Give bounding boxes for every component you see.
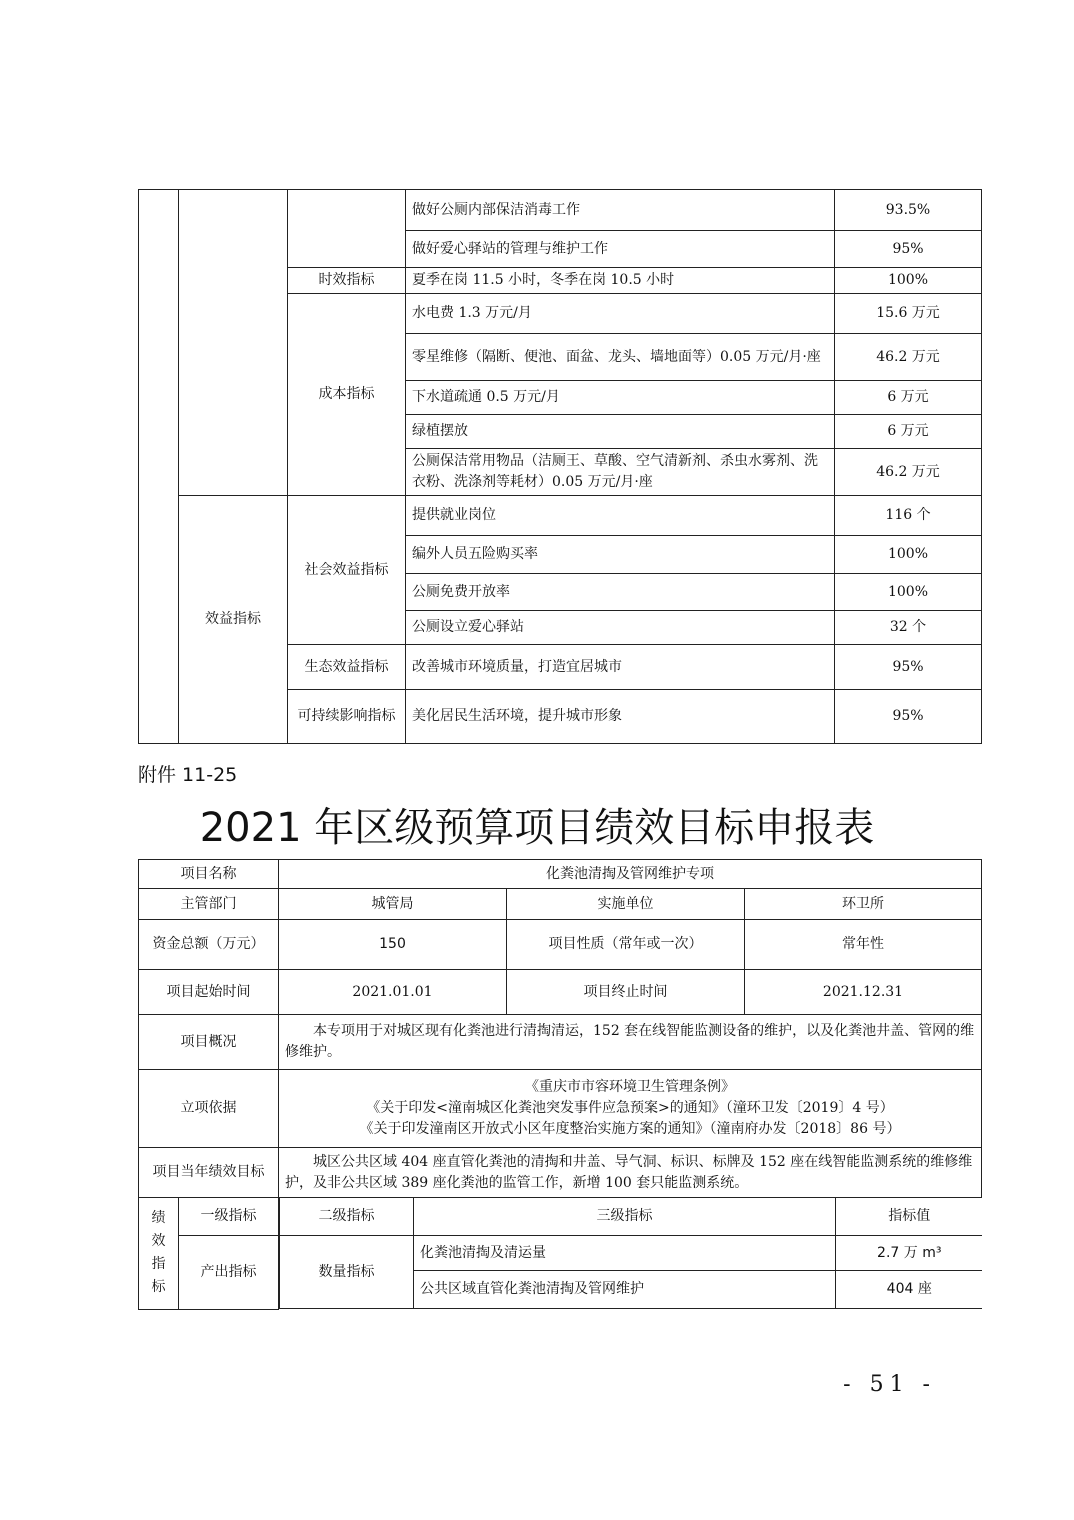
output-level1: 产出指标 (179, 1235, 279, 1309)
table-cell (179, 190, 288, 496)
basis-line: 《重庆市市容环境卫生管理条例》 (525, 1079, 735, 1095)
basis-cell (279, 1070, 982, 1148)
header-level3: 三级指标 (414, 1198, 836, 1235)
value-cell: 404 座 (836, 1271, 982, 1309)
fund-value: 150 (279, 920, 507, 970)
value-cell: 6 万元 (835, 381, 982, 415)
start-value: 2021.01.01 (279, 970, 507, 1015)
project-name-value: 化粪池清掏及管网维护专项 (279, 860, 982, 889)
level2-cell: 生态效益指标 (288, 645, 406, 690)
level3-cell: 做好爱心驿站的管理与维护工作 (406, 231, 835, 268)
level3-cell: 公厕设立爱心驿站 (406, 611, 835, 645)
nature-label: 项目性质（常年或一次） (507, 920, 745, 970)
value-cell: 116 个 (835, 496, 982, 536)
overview-label: 项目概况 (139, 1015, 279, 1070)
value-cell: 95% (835, 231, 982, 268)
level3-cell: 化粪池清掏及清运量 (414, 1236, 836, 1271)
level3-cell: 夏季在岗 11.5 小时，冬季在岗 10.5 小时 (406, 268, 835, 294)
value-cell: 6 万元 (835, 415, 982, 449)
value-cell: 100% (835, 268, 982, 294)
level2-cell: 成本指标 (288, 294, 406, 496)
level3-cell: 绿植摆放 (406, 415, 835, 449)
level3-cell: 美化居民生活环境，提升城市形象 (406, 690, 835, 744)
level3-cell: 改善城市环境质量，打造宜居城市 (406, 645, 835, 690)
header-subtable (279, 1198, 982, 1235)
project-name-label: 项目名称 (139, 860, 279, 889)
start-label: 项目起始时间 (139, 970, 279, 1015)
dept-label: 主管部门 (139, 889, 279, 920)
value-cell: 100% (835, 536, 982, 574)
level3-cell: 公厕保洁常用物品（洁厕王、草酸、空气清新剂、杀虫水雾剂、洗衣粉、洗涤剂等耗材）0.05 万元/月·座 (406, 449, 835, 496)
level2-cell: 社会效益指标 (288, 496, 406, 645)
end-value: 2021.12.31 (745, 970, 982, 1015)
level3-cell: 下水道疏通 0.5 万元/月 (406, 381, 835, 415)
budget-performance-form (138, 859, 982, 1310)
basis-line: 《关于印发潼南区开放式小区年度整治实施方案的通知》（潼南府办发〔2018〕86 号） (359, 1121, 901, 1137)
value-cell: 46.2 万元 (835, 449, 982, 496)
value-cell: 95% (835, 645, 982, 690)
output-subgrid (279, 1235, 982, 1309)
level2-cell: 可持续影响指标 (288, 690, 406, 744)
perf-label: 绩效指标 (139, 1198, 179, 1310)
impl-unit-value: 环卫所 (745, 889, 982, 920)
performance-indicator-table-continued (138, 189, 982, 744)
output-subtable (279, 1235, 982, 1309)
level3-cell: 水电费 1.3 万元/月 (406, 294, 835, 334)
header-value: 指标值 (836, 1198, 982, 1235)
level3-cell: 编外人员五险购买率 (406, 536, 835, 574)
level3-cell: 零星维修（隔断、便池、面盆、龙头、墙地面等）0.05 万元/月·座 (406, 334, 835, 381)
basis-line: 《关于印发<潼南城区化粪池突发事件应急预案>的通知》（潼环卫发〔2019〕4 号） (366, 1100, 894, 1116)
header-level1: 一级指标 (179, 1198, 279, 1236)
fund-label: 资金总额（万元） (139, 920, 279, 970)
overview-text: 本专项用于对城区现有化粪池进行清掏清运，152 套在线智能监测设备的维护，以及化粪池井盖、管网的维修维护。 (279, 1015, 982, 1070)
level3-cell: 公厕免费开放率 (406, 574, 835, 611)
dept-value: 城管局 (279, 889, 507, 920)
nature-value: 常年性 (745, 920, 982, 970)
value-cell: 2.7 万 m³ (836, 1236, 982, 1271)
level3-cell: 公共区域直管化粪池清掏及管网维护 (414, 1271, 836, 1309)
goal-label: 项目当年绩效目标 (139, 1148, 279, 1198)
value-cell: 15.6 万元 (835, 294, 982, 334)
impl-unit-label: 实施单位 (507, 889, 745, 920)
value-cell: 100% (835, 574, 982, 611)
form-title: 2021 年区级预算项目绩效目标申报表 (199, 805, 875, 851)
value-cell: 93.5% (835, 190, 982, 231)
table-cell (139, 190, 179, 744)
goal-text: 城区公共区域 404 座直管化粪池的清掏和井盖、导气洞、标识、标牌及 152 座在线智能监测系统的维修维护，及非公共区域 389 座化粪池的监管工作，新增 100 套只能监测系统。 (279, 1148, 982, 1198)
end-label: 项目终止时间 (507, 970, 745, 1015)
basis-label: 立项依据 (139, 1070, 279, 1148)
annex-label: 附件 11-25 (138, 764, 238, 786)
output-level2: 数量指标 (280, 1236, 414, 1309)
level1-cell: 效益指标 (179, 496, 288, 744)
level3-cell: 做好公厕内部保洁消毒工作 (406, 190, 835, 231)
page-number: - 51 - (843, 1372, 936, 1397)
level3-cell: 提供就业岗位 (406, 496, 835, 536)
value-cell: 32 个 (835, 611, 982, 645)
value-cell: 46.2 万元 (835, 334, 982, 381)
header-subgrid (279, 1198, 982, 1236)
level2-cell (288, 190, 406, 268)
level2-cell: 时效指标 (288, 268, 406, 294)
header-level2: 二级指标 (280, 1198, 414, 1235)
value-cell: 95% (835, 690, 982, 744)
